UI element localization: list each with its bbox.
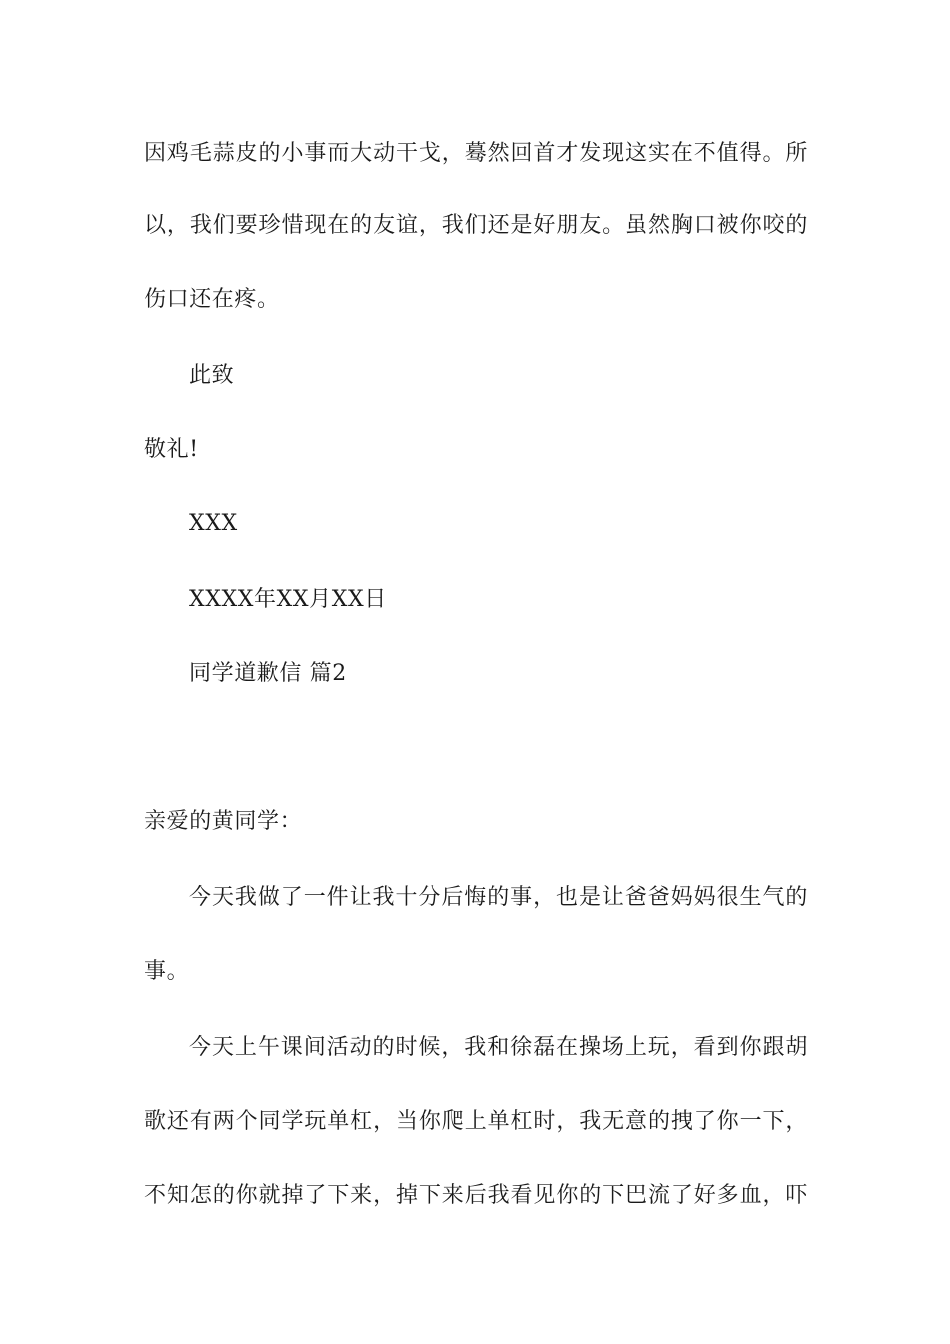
paragraph-line: 不知怎的你就掉了下来，掉下来后我看见你的下巴流了好多血，吓 [144, 1183, 808, 1208]
paragraph-line: 今天上午课间活动的时候，我和徐磊在操场上玩，看到你跟胡 [189, 1035, 808, 1060]
paragraph-line: 因鸡毛蒜皮的小事而大动干戈，蓦然回首才发现这实在不值得。所 [144, 141, 808, 166]
closing-salutation: 此致 [189, 363, 235, 388]
paragraph-line: 伤口还在疼。 [144, 287, 280, 312]
paragraph-line: 今天我做了一件让我十分后悔的事，也是让爸爸妈妈很生气的 [189, 885, 808, 910]
paragraph-line: 歌还有两个同学玩单杠，当你爬上单杠时，我无意的拽了你一下， [144, 1109, 808, 1134]
signature-date: XXXX年XX月XX日 [189, 587, 387, 612]
paragraph-line: 以，我们要珍惜现在的友谊，我们还是好朋友。虽然胸口被你咬的 [144, 213, 808, 238]
letter-greeting: 亲爱的黄同学： [144, 809, 303, 834]
closing-respect: 敬礼! [144, 437, 199, 462]
signature-name: XXX [189, 511, 238, 536]
paragraph-line: 事。 [144, 959, 190, 984]
section-heading: 同学道歉信 篇2 [189, 661, 347, 686]
